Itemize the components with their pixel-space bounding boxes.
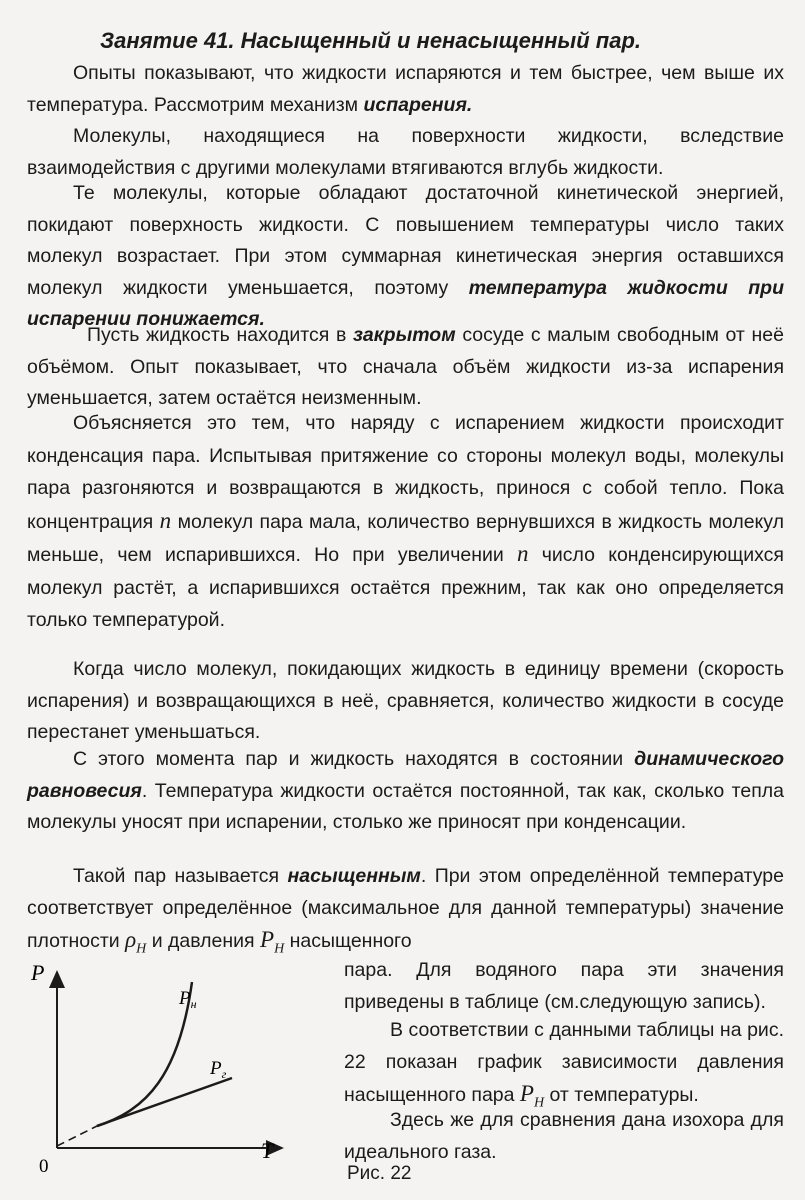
curve-label-main: P (179, 988, 191, 1009)
paragraph-equal-rates (27, 654, 784, 749)
paragraph-surface-molecules (27, 121, 784, 184)
emphasis-evaporation: испарения. (363, 93, 473, 116)
text-span: пара. Для водяного пара эти значения приведены в таблице (см.следующую запись). (344, 959, 784, 1013)
subscript-h: H (274, 941, 285, 957)
text-span: Опыты показывают, что жидкости испаряются и тем быстрее, чем выше их температура. Рассмотрим механизм (27, 62, 784, 116)
paragraph-saturated-vapor (27, 861, 784, 965)
paragraph-condensation (27, 407, 784, 637)
emphasis-temperature-drops: температура жидкости при испарении понижается. (27, 276, 784, 330)
emphasis-dynamic-equilibrium: динамического равновесия (27, 748, 784, 802)
paragraph-table-reference (344, 955, 784, 1018)
symbol-p-h (519, 1081, 545, 1111)
symbol-rho-h (125, 927, 147, 957)
text-span: молекул пара мала, количество вернувшихся в жидкость молекул меньше, чем испарившихся. Но при увеличении (27, 510, 784, 566)
line-label-main: P (210, 1058, 222, 1079)
paragraph-evaporation-intro (27, 58, 784, 121)
curve-label (178, 988, 197, 1011)
ideal-gas-isochore (97, 1078, 232, 1126)
text-span: Пусть жидкость находится в (87, 324, 353, 346)
text-span: Такой пар называется (73, 865, 288, 887)
isochore-dashed-part (57, 1126, 97, 1146)
symbol-p: P (260, 927, 275, 952)
text-span: Молекулы, находящиеся на поверхности жидкости, вследствие взаимодействия с другими молекулами втягиваются вглубь жидкости. (27, 125, 784, 179)
text-span: . При этом определённой температуре соответствует определённое (максимальное для данной температуры) значение плотности (27, 865, 784, 952)
subscript-h: H (136, 941, 147, 957)
symbol-p: P (519, 1081, 534, 1106)
line-label (209, 1058, 227, 1081)
text-span: насыщенного (284, 930, 412, 952)
symbol-n: n (517, 541, 529, 566)
paragraph-isochore-comparison (344, 1105, 784, 1168)
text-span: Когда число молекул, покидающих жидкость в единицу времени (скорость испарения) и возвращающихся в неё, сравняется, количество жидкости в сосуде перестанет уменьшаться. (27, 658, 784, 743)
figure-caption: Рис. 22 (347, 1163, 412, 1184)
text-span: Объясняется это тем, что наряду с испарением жидкости происходит конденсация пара. Испытывая притяжение со стороны молекул воды, молекулы пара разгоняются и возвращаются в жидкость, принося с собой тепло. Пока концентрация (27, 412, 784, 533)
t-axis-label: T (261, 1138, 274, 1163)
paragraph-closed-vessel (27, 320, 784, 415)
text-span: С этого момента пар и жидкость находятся в состоянии (73, 748, 635, 770)
saturated-vapor-curve (97, 982, 192, 1126)
text-span: Здесь же для сравнения дана изохора для идеального газа. (344, 1109, 784, 1163)
paragraph-kinetic-energy (27, 178, 784, 336)
emphasis-closed: закрытом (352, 324, 456, 346)
text-span: и давления (146, 930, 261, 952)
curve-label-sub: н (190, 997, 197, 1011)
text-span: Те молекулы, которые обладают достаточной кинетической энергией, покидают поверхность жидкости. С повышением температуры число таких молекул возрастает. При этом суммарная кинетическая энергия оставшихся молекул жидкости уменьшается, поэтому (27, 182, 784, 299)
emphasis-saturated: насыщенным (287, 865, 421, 887)
paragraph-figure-reference (344, 1015, 784, 1119)
line-label-sub: г (221, 1067, 227, 1081)
p-axis-label: P (31, 960, 45, 985)
subscript-h: H (533, 1095, 545, 1111)
pressure-temperature-graph (27, 960, 307, 1180)
text-span: сосуде с малым свободным от неё объёмом. Опыт показывает, что сначала объём жидкости из-за испарения уменьшается, затем остаётся неизменным. (27, 324, 784, 409)
text-span: число конденсирующихся молекул растёт, а испарившихся остаётся прежним, так как оно определяется только температурой. (27, 544, 784, 631)
text-span: . Температура жидкости остаётся постоянной, так как, сколько тепла молекулы уносят при испарении, столько же приносят при конденсации. (27, 779, 784, 833)
lesson-title: Занятие 41. Насыщенный и ненасыщенный пар. (100, 28, 641, 53)
symbol-rho: ρ (125, 927, 137, 952)
symbol-n: n (159, 507, 172, 533)
symbol-p-h (260, 927, 285, 957)
origin-label: 0 (39, 1156, 49, 1177)
paragraph-dynamic-equilibrium (27, 744, 784, 839)
text-span: В соответствии с данными таблицы на рис. 22 показан график зависимости давления насыщенного пара (344, 1019, 784, 1106)
text-span: от температуры. (544, 1084, 699, 1106)
